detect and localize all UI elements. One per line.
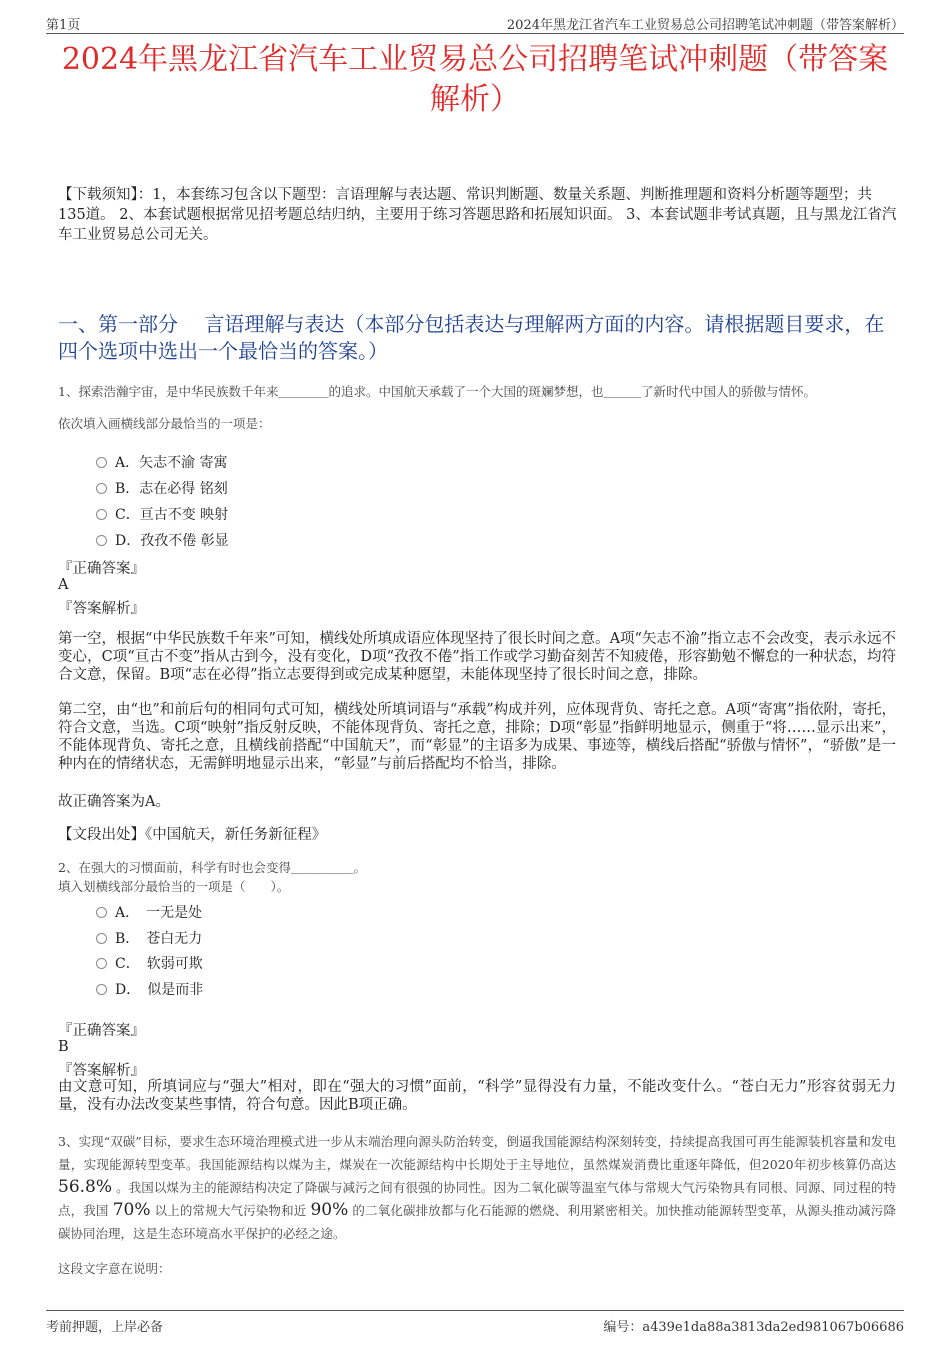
q2-option-d-label: D． 似是而非 [115,982,204,998]
radio-icon[interactable] [96,933,107,944]
q1-option-c[interactable] [96,504,228,524]
q2-option-a[interactable] [96,902,202,922]
q3-value-2: 70% [112,1200,151,1220]
q2-option-a-label: A． 一无是处 [115,905,203,921]
q1-analysis-p1: 第一空，根据“中华民族数千年来”可知，横线处所填成语应体现坚持了很长时间之意。A项“矢志不渝”指立志不会改变，表示永远不变心，C项“亘古不变”指从古到今，没有变化，D项“孜孜不倦”指工作或学习勤奋刻苦不知疲倦，形容勤勉不懈怠的一种状态，均符合文意，保留。B项“志在必得”指立志要得到或完成某种愿望，未能体现坚持了很长时间之意，排除。 [58,631,896,683]
q2-prompt: 填入划横线部分最恰当的一项是（ ）。 [58,879,290,894]
q1-stem: 1、探索浩瀚宇宙，是中华民族数千年来＿＿＿＿的追求。中国航天承载了一个大国的斑斓梦想，也＿＿＿了新时代中国人的骄傲与情怀。 [58,384,816,399]
q2-analysis: 由文意可知，所填词应与“强大”相对，即在“强大的习惯”面前，“科学”显得没有力量，不能改变什么。“苍白无力”形容贫弱无力量，没有办法改变某些事情，符合句意。因此B项正确。 [58,1079,896,1113]
header-doc-title: 2024年黑龙江省汽车工业贸易总公司招聘笔试冲刺题（带答案解析） [506,18,904,33]
q3-stem [58,1130,896,1245]
section-heading: 一、第一部分 言语理解与表达（本部分包括表达与理解两方面的内容。请根据题目要求，在四个选项中选出一个最恰当的答案。） [58,312,885,363]
q1-analysis-label: 『答案解析』 [58,601,145,617]
q2-option-c-label: C． 软弱可欺 [115,956,203,972]
q1-option-d[interactable] [96,530,229,550]
page-title [50,40,900,120]
title-line-1: 2024年黑龙江省汽车工业贸易总公司招聘笔试冲刺题（带答案 [61,42,889,77]
q2-option-b-label: B． 苍白无力 [115,931,203,947]
q2-option-d[interactable] [96,979,203,999]
download-notice: 【下载须知】：1，本套练习包含以下题型：言语理解与表达题、常识判断题、数量关系题、判断推理题和资料分析题等题型；共135道。 2、本套试题根据常见招考题总结归纳，主要用于练习答题思路和拓展知识面。 3、本套试题非考试真题，且与黑龙江省汽车工业贸易总公司无关。 [58,187,897,243]
radio-icon[interactable] [96,509,107,520]
q1-option-b-label: B．志在必得 铭刻 [115,481,228,497]
q2-option-c[interactable] [96,953,203,973]
q1-option-b[interactable] [96,478,228,498]
q1-option-a[interactable] [96,452,228,472]
q2-analysis-label: 『答案解析』 [58,1063,145,1079]
footer-code-label: 编号： [603,1320,643,1335]
title-line-2: 解析） [430,82,520,117]
footer-slogan: 考前押题，上岸必备 [46,1320,164,1335]
radio-icon[interactable] [96,984,107,995]
q3-value-1: 56.8% [58,1177,113,1197]
q2-option-b[interactable] [96,928,202,948]
q1-answer-label: 『正确答案』 [58,561,145,577]
q1-answer: A [58,577,69,593]
radio-icon[interactable] [96,958,107,969]
q3-stem-part1: 3、实现“双碳”目标，要求生态环境治理模式进一步从末端治理向源头防治转变，倒逼我国能源结构深刻转变，持续提高我国可再生能源装机容量和发电量，实现能源转型变革。我国能源结构以煤为主，煤炭在一次能源结构中长期处于主导地位，虽然煤炭消费比重逐年降低，但2020年初步核算仍高达 [58,1134,896,1172]
q1-prompt: 依次填入画横线部分最恰当的一项是： [58,416,271,431]
footer-code [603,1316,904,1335]
q2-answer: B [58,1039,69,1055]
q3-stem-part4: 的二氧化碳排放都与化石能源的燃烧、利用紧密相关。加快推动能源转型变革，从源头推动减污降碳协同治理，这是生态环境高水平保护的必经之途。 [58,1203,896,1241]
q1-option-a-label: A．矢志不渝 寄寓 [115,455,228,471]
q1-conclusion: 故正确答案为A。 [58,794,170,810]
footer-code-value: a439e1da88a3813da2ed981067b06686 [642,1320,904,1335]
q2-answer-label: 『正确答案』 [58,1023,145,1039]
q1-analysis-p2: 第二空，由“也”和前后句的相同句式可知，横线处所填词语与“承载”构成并列，应体现背负、寄托之意。A项“寄寓”指依附，寄托，符合文意，当选。C项“映射”指反射反映，不能体现背负、寄托之意，排除；D项“彰显”指鲜明地显示，侧重于“将……显示出来”，不能体现背负、寄托之意，且横线前搭配“中国航天”，而“彰显”的主语多为成果、事迹等，横线后搭配“骄傲与情怀”，“骄傲”是一种内在的情绪状态，无需鲜明地显示出来，“彰显”与前后搭配均不恰当，排除。 [58,702,896,772]
q3-stem-part3: 以上的常规大气污染物和近 [154,1203,307,1218]
page-number: 第1页 [46,18,81,33]
q1-option-d-label: D．孜孜不倦 彰显 [115,533,229,549]
q3-stem-part2: 。我国以煤为主的能源结构决定了降碳与减污之间有很强的协同性。因为二氧化碳等温室气体与常规大气污染物具有同根、同源、同过程的特点，我国 [58,1180,896,1218]
q3-value-3: 90% [310,1200,349,1220]
header-divider [46,33,904,34]
q1-option-c-label: C．亘古不变 映射 [115,507,229,523]
q3-prompt: 这段文字意在说明： [58,1261,171,1276]
q2-stem: 2、在强大的习惯面前，科学有时也会变得＿＿＿＿＿。 [58,860,366,875]
radio-icon[interactable] [96,457,107,468]
radio-icon[interactable] [96,535,107,546]
radio-icon[interactable] [96,483,107,494]
footer-divider [46,1310,904,1311]
q1-source: 【文段出处】《中国航天，新任务新征程》 [58,827,327,843]
radio-icon[interactable] [96,907,107,918]
